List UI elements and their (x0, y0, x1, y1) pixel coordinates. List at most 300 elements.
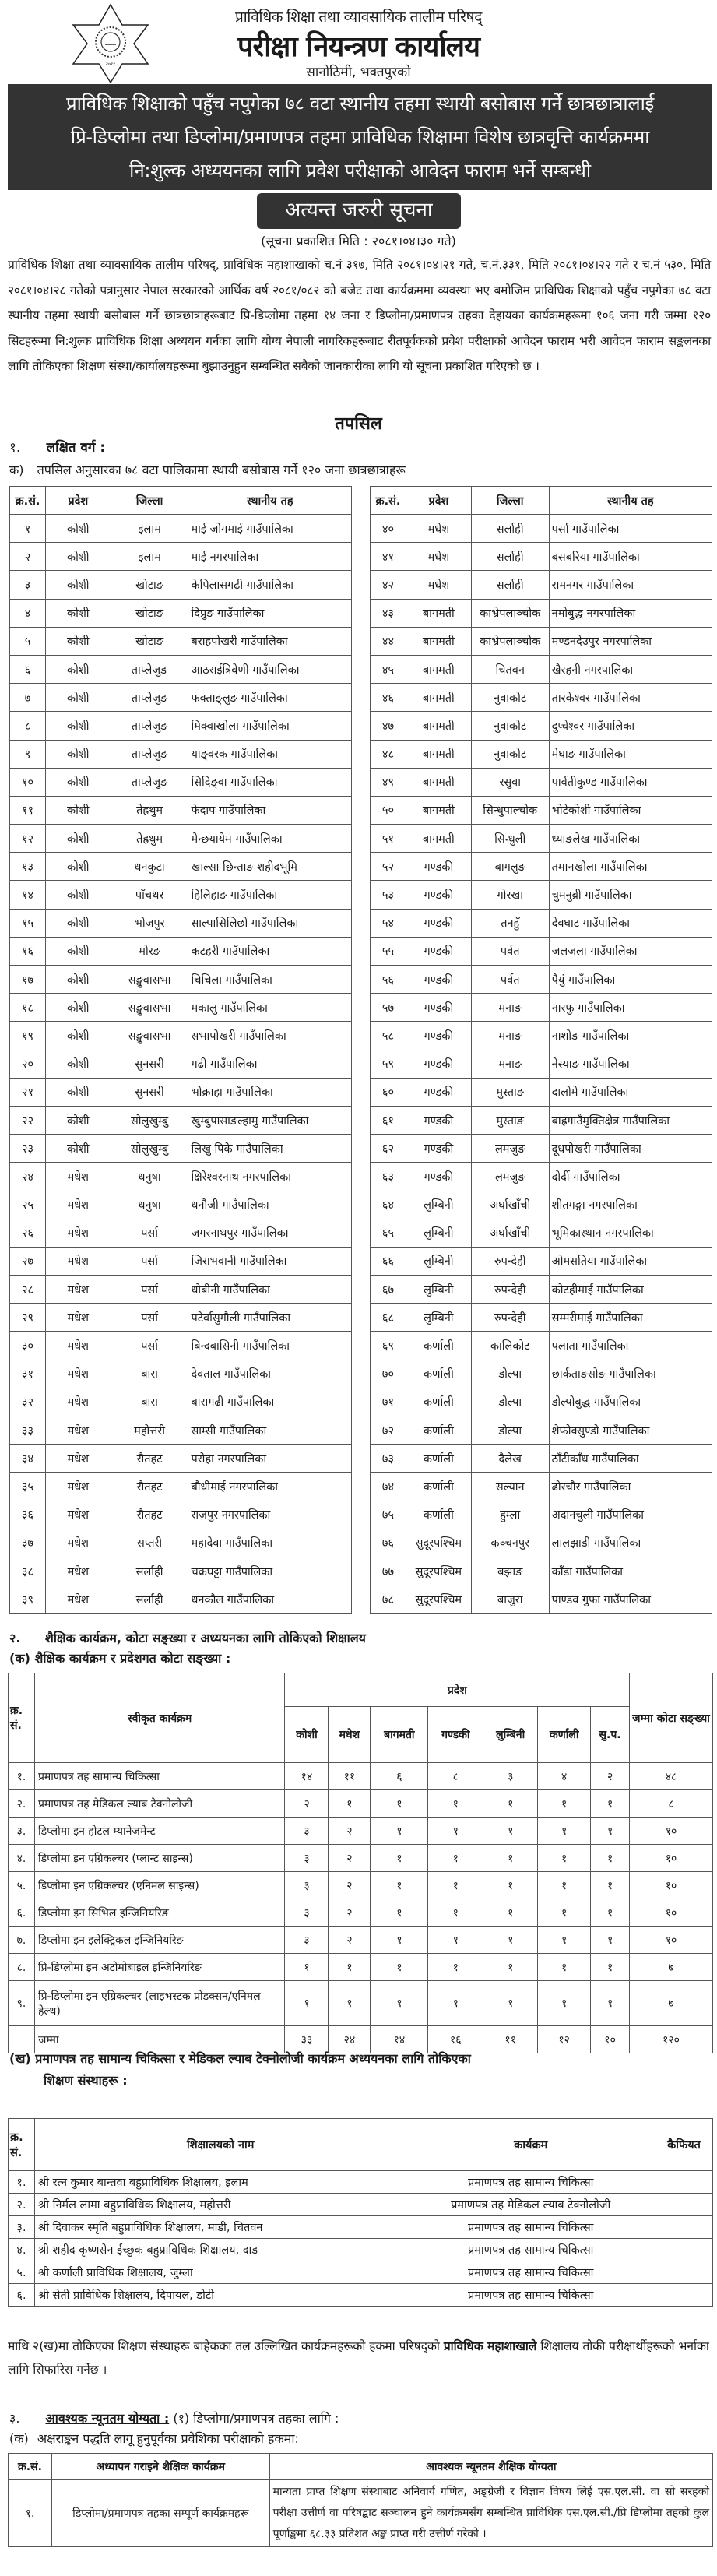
cell-sn: ३६ (10, 1501, 46, 1529)
cell-sn: ४४ (371, 627, 406, 655)
table-row (371, 1360, 712, 1388)
title-line: प्रि-डिप्लोमा तथा डिप्लोमा/प्रमाणपत्र तहमा प्राविधिक शिक्षामा विशेष छात्रवृत्ति कार्यक्रममा (70, 126, 650, 148)
cell-quota: २ (285, 1790, 329, 1818)
cell-district: मुस्ताङ (471, 1106, 549, 1134)
table-row (9, 2284, 713, 2307)
cell-local-level: जिराभवानी गाउँपालिका (188, 1247, 352, 1275)
table-row (371, 1276, 712, 1304)
table-row (371, 937, 712, 965)
cell-sn: ७५ (371, 1501, 406, 1529)
cell-province: मधेश (45, 1557, 111, 1585)
cell-local-level: क्षिरेश्वरनाथ नगरपालिका (188, 1163, 352, 1191)
cell-province: कोशी (45, 1022, 111, 1050)
cell-local-level: कोटहीमाई गाउँपालिका (549, 1276, 712, 1304)
cell-sn: ७ (10, 684, 46, 712)
cell-local-level: चक्रघट्टा गाउँपालिका (188, 1557, 352, 1585)
cell-sn: ७६ (371, 1529, 406, 1557)
cell-total: १० (630, 1872, 713, 1899)
cell-district: रसुवा (471, 768, 549, 796)
cell-local-level: पाण्डव गुफा गाउँपालिका (549, 1585, 712, 1614)
cell-quota: १ (538, 1790, 591, 1818)
cell-sn: ३३ (10, 1416, 46, 1445)
table-row (10, 966, 352, 994)
cell-sn: ४७ (371, 712, 406, 740)
cell-quota: १ (371, 1899, 428, 1927)
cell-province: मधेश (45, 1501, 111, 1529)
cell-sn: ३० (10, 1332, 46, 1360)
cell-quota: १ (591, 1818, 630, 1845)
cell-local-level: नारफु गाउँपालिका (549, 994, 712, 1022)
cell-province: गण्डकी (406, 1022, 471, 1050)
cell-quota: १ (428, 1872, 483, 1899)
cell-local-level: चिचिला गाउँपालिका (188, 966, 352, 994)
col-header-local-level: स्थानीय तह (549, 487, 712, 515)
cell-province: मधेश (45, 1585, 111, 1614)
table-row (10, 599, 352, 627)
municipality-table-left (9, 486, 352, 1614)
cell-local-level: धनकौल गाउँपालिका (188, 1585, 352, 1614)
table-row (10, 1191, 352, 1219)
cell-province: कोशी (45, 1106, 111, 1134)
section1-heading (9, 438, 105, 456)
cell-quota: २ (329, 1872, 371, 1899)
cell-province: लुम्बिनी (406, 1219, 471, 1247)
table-row (371, 627, 712, 655)
cell-district: खोटाङ (111, 599, 188, 627)
cell-sn: ४. (9, 1845, 35, 1872)
table-row (9, 2480, 713, 2547)
title-line: नि:शुल्क अध्ययनका लागि प्रवेश परीक्षाको आवेदन फाराम भर्ने सम्बन्धी (129, 160, 591, 181)
table-row (10, 571, 352, 599)
cell-district: धनुषा (111, 1191, 188, 1219)
cell-district: हुम्ला (471, 1501, 549, 1529)
table-row (371, 1247, 712, 1275)
cell-district: सप्तरी (111, 1529, 188, 1557)
cell-sn: १४ (10, 881, 46, 909)
table-row (371, 909, 712, 937)
cell-local-level: सभापोखरी गाउँपालिका (188, 1022, 352, 1050)
cell-district: ताप्लेजुङ (111, 655, 188, 683)
cell-district: रुपन्देही (471, 1276, 549, 1304)
table-row (371, 1557, 712, 1585)
table-row (371, 1501, 712, 1529)
cell-local-level: जलजला गाउँपालिका (549, 937, 712, 965)
cell-sn: १७ (10, 966, 46, 994)
cell-sn: ६ (10, 655, 46, 683)
table-row (371, 825, 712, 853)
cell-program: डिप्लोमा इन होटल म्यानेजमेन्ट (34, 1818, 285, 1845)
cell-quota: १ (538, 1927, 591, 1954)
cell-district: महोत्तरी (111, 1416, 188, 1445)
cell-local-level: कटहरी गाउँपालिका (188, 937, 352, 965)
table-row (9, 1790, 713, 1818)
col-header-district: जिल्ला (471, 487, 549, 515)
section-title: आवश्यक न्यूनतम योग्यता : (45, 2411, 170, 2426)
cell-sn: १९ (10, 1022, 46, 1050)
cell-quota: १ (428, 1818, 483, 1845)
table-row (371, 515, 712, 543)
cell-quota: १ (285, 1954, 329, 1981)
cell-province: कोशी (45, 853, 111, 881)
office-name: परीक्षा नियन्त्रण कार्यालय (237, 31, 480, 63)
col-header-local-level: स्थानीय तह (188, 487, 352, 515)
cell-quota: १ (591, 1927, 630, 1954)
cell-quota: १ (371, 1790, 428, 1818)
cell-district: पर्सा (111, 1304, 188, 1332)
cell-district: इलाम (111, 515, 188, 543)
col-header-sn: क्र. सं. (9, 2119, 35, 2171)
cell-province: मधेश (45, 1332, 111, 1360)
cell-sn: ६७ (371, 1276, 406, 1304)
cell-province: कर्णाली (406, 1388, 471, 1416)
cell-quota: २ (329, 1818, 371, 1845)
cell-sum-total: १२० (630, 2026, 713, 2053)
cell-sn: ३७ (10, 1529, 46, 1557)
cell-province: गण्डकी (406, 994, 471, 1022)
cell-sn: २९ (10, 1304, 46, 1332)
cell-quota: १ (428, 1845, 483, 1872)
note-bold: प्राविधिक महाशाखाले (443, 2339, 537, 2353)
sub-text: तपसिल अनुसारका ७८ वटा पालिकामा स्थायी बसोबास गर्ने १२० जना छात्रछात्राहरू (37, 463, 406, 477)
table-row (371, 571, 712, 599)
cell-province: कर्णाली (406, 1501, 471, 1529)
cell-quota: १ (329, 1790, 371, 1818)
cell-sn: ३५ (10, 1473, 46, 1501)
section-number: २. (9, 1631, 21, 1645)
cell-sn: ४० (371, 515, 406, 543)
cell-sn: ४२ (371, 571, 406, 599)
cell-district: सङ्खुवासभा (111, 994, 188, 1022)
cell-sn: ४८ (371, 740, 406, 768)
table-row (10, 655, 352, 683)
cell-district: भोजपुर (111, 909, 188, 937)
cell-local-level: खुम्बुपासाङल्हामु गाउँपालिका (188, 1106, 352, 1134)
cell-sn: ७. (9, 1927, 35, 1954)
col-header-province-group: प्रदेश (285, 1673, 630, 1707)
cell-quota: १ (371, 1845, 428, 1872)
table-row (10, 1050, 352, 1078)
cell-local-level: लिखु पिके गाउँपालिका (188, 1135, 352, 1163)
cell-province: गण्डकी (406, 853, 471, 881)
cell-district: सोलुखुम्बु (111, 1135, 188, 1163)
cell-district: रुपन्देही (471, 1304, 549, 1332)
cell-sn: २. (9, 2194, 35, 2216)
title-line: प्राविधिक शिक्षाको पहुँच नपुगेका ७८ वटा स्थानीय तहमा स्थायी बसोबास गर्ने छात्रछात्रालाई (66, 93, 654, 114)
cell-province: बागमती (406, 768, 471, 796)
cell-quota: १ (428, 1954, 483, 1981)
cell-district: रौतहट (111, 1445, 188, 1473)
cell-sn: ५७ (371, 994, 406, 1022)
cell-sn: ७२ (371, 1416, 406, 1445)
table-row (371, 1445, 712, 1473)
cell-institution: श्री शहीद कृष्णसेन ईच्छुक बहुप्राविधिक शिक्षालय, दाङ (34, 2239, 406, 2261)
col-header-province: प्रदेश (406, 487, 471, 515)
col-header-province: प्रदेश (45, 487, 111, 515)
cell-sn: ३१ (10, 1360, 46, 1388)
cell-sn: २५ (10, 1191, 46, 1219)
col-header-province: बागमती (371, 1707, 428, 1763)
cell-sum: १० (591, 2026, 630, 2053)
cell-quota: १ (538, 1981, 591, 2026)
cell-local-level: काँडा गाउँपालिका (549, 1557, 712, 1585)
cell-local-level: तमानखोला गाउँपालिका (549, 853, 712, 881)
cell-sn: ५५ (371, 937, 406, 965)
cell-district: पर्सा (111, 1276, 188, 1304)
cell-province: कोशी (45, 571, 111, 599)
table-row (9, 1899, 713, 1927)
cell-province: कोशी (45, 1078, 111, 1106)
cell-program: प्रमाणपत्र तह सामान्य चिकित्सा (406, 2216, 655, 2239)
cell-quota: १ (591, 1981, 630, 2026)
col-header-province: लुम्बिनी (483, 1707, 538, 1763)
col-header-sn: क्र.सं. (9, 2454, 52, 2480)
cell-sn: १५ (10, 909, 46, 937)
cell-quota: १ (371, 1954, 428, 1981)
cell-total: ७ (630, 1954, 713, 1981)
table-row (10, 1163, 352, 1191)
cell-local-level: महादेवा गाउँपालिका (188, 1529, 352, 1557)
cell-province: लुम्बिनी (406, 1247, 471, 1275)
cell-sn: ६० (371, 1078, 406, 1106)
cell-local-level: दिप्रुङ गाउँपालिका (188, 599, 352, 627)
cell-local-level: नेस्याङ गाउँपालिका (549, 1050, 712, 1078)
cell-district: मुस्ताङ (471, 1078, 549, 1106)
cell-province: गण्डकी (406, 937, 471, 965)
cell-sn: ३८ (10, 1557, 46, 1585)
svg-text:२०११: २०११ (105, 62, 116, 67)
cell-province: लुम्बिनी (406, 1304, 471, 1332)
cell-program: डिप्लोमा इन इलेक्ट्रिकल इन्जिनियरिङ (34, 1927, 285, 1954)
cell-quota: २ (329, 1927, 371, 1954)
cell-district: सङ्खुवासभा (111, 1022, 188, 1050)
cell-district: डोल्पा (471, 1388, 549, 1416)
table-row (371, 1022, 712, 1050)
cell-local-level: मकालु गाउँपालिका (188, 994, 352, 1022)
cell-sn: १२ (10, 825, 46, 853)
cell-local-level: हिलिहाङ गाउँपालिका (188, 881, 352, 909)
cell-program: डिप्लोमा इन एग्रिकल्चर (एनिमल साइन्स) (34, 1872, 285, 1899)
cell-sn: ४ (10, 599, 46, 627)
cell-local-level: गढी गाउँपालिका (188, 1050, 352, 1078)
cell-sn: ४६ (371, 684, 406, 712)
section2b-heading (9, 2050, 710, 2089)
cell-sn: ५. (9, 2261, 35, 2284)
cell-district: ताप्लेजुङ (111, 712, 188, 740)
cell-district: सर्लाही (111, 1585, 188, 1614)
table-row (371, 655, 712, 683)
cell-province: मधेश (406, 571, 471, 599)
cell-province: मधेश (45, 1304, 111, 1332)
cell-remarks (655, 2284, 713, 2307)
cell-institution: श्री रत्न कुमार बान्तवा बहुप्राविधिक शिक्षालय, इलाम (34, 2171, 406, 2194)
cell-province: कोशी (45, 599, 111, 627)
cell-quota: १ (483, 1954, 538, 1981)
cell-local-level: भूमिकास्थान नगरपालिका (549, 1219, 712, 1247)
cell-district: इलाम (111, 543, 188, 571)
cell-sn: २० (10, 1050, 46, 1078)
cell-local-level: ओमसतिया गाउँपालिका (549, 1247, 712, 1275)
table-row (371, 1473, 712, 1501)
cell-district: सिन्धुली (471, 825, 549, 853)
cell-province: गण्डकी (406, 1106, 471, 1134)
cell-local-level: फक्ताङ्लुङ गाउँपालिका (188, 684, 352, 712)
institution-table (8, 2118, 713, 2307)
cell-province: कोशी (45, 515, 111, 543)
cell-district: काभ्रेपलाञ्चोक (471, 599, 549, 627)
table-row (10, 1416, 352, 1445)
cell-province: बागमती (406, 655, 471, 683)
cell-province: कर्णाली (406, 1332, 471, 1360)
cell-total: १० (630, 1818, 713, 1845)
cell-district: तनहुँ (471, 909, 549, 937)
cell-quota: ३ (285, 1845, 329, 1872)
col-header-remarks: कैफियत (655, 2119, 713, 2171)
cell-local-level: राजपुर नगरपालिका (188, 1501, 352, 1529)
cell-quota: १ (371, 1927, 428, 1954)
section-title-rest: (१) डिप्लोमा/प्रमाणपत्र तहका लागि : (173, 2411, 339, 2426)
table-row (10, 1332, 352, 1360)
cell-sn: ६५ (371, 1219, 406, 1247)
cell-quota: ३ (285, 1927, 329, 1954)
cell-sn: ७८ (371, 1585, 406, 1614)
cell-province: कोशी (45, 768, 111, 796)
cell-sn: ३ (10, 571, 46, 599)
cell-sn: ७३ (371, 1445, 406, 1473)
table-row (10, 1276, 352, 1304)
office-location: सानोठिमी, भक्तपुरको (306, 65, 411, 80)
table-row (10, 909, 352, 937)
cell-local-level: मण्डनदेउपुर नगरपालिका (549, 627, 712, 655)
cell-province: मधेश (45, 1416, 111, 1445)
cell-local-level: केपिलासगढी गाउँपालिका (188, 571, 352, 599)
program-quota-table (8, 1673, 713, 2053)
cell-local-level: फेदाप गाउँपालिका (188, 796, 352, 824)
cell-district: खोटाङ (111, 571, 188, 599)
table-row (10, 768, 352, 796)
publish-date: (सूचना प्रकाशित मिति : २०८१।०४।३० गते) (261, 234, 456, 248)
cell-quota: १ (428, 1927, 483, 1954)
section-number: १. (9, 440, 21, 456)
table-row (10, 881, 352, 909)
table-row (10, 1473, 352, 1501)
cell-quota: १ (371, 1981, 428, 2026)
cell-sn: १. (9, 2480, 52, 2547)
cell-sum: ११ (483, 2026, 538, 2053)
cell-local-level: ढोरचौर गाउँपालिका (549, 1473, 712, 1501)
table-row (371, 1191, 712, 1219)
cell-local-level: खाल्सा छिन्ताङ शहीदभूमि (188, 853, 352, 881)
section2a-heading: (क) शैक्षिक कार्यक्रम र प्रदेशगत कोटा सङ्ख्या : (9, 1651, 231, 1666)
cell-quota: ३ (285, 1899, 329, 1927)
cell-district: सुनसरी (111, 1050, 188, 1078)
cell-district: ताप्लेजुङ (111, 740, 188, 768)
table-row (9, 1927, 713, 1954)
cell-sn: ५९ (371, 1050, 406, 1078)
table-row (10, 1304, 352, 1332)
cell-quota: १ (538, 1899, 591, 1927)
table-row (371, 684, 712, 712)
col-header-province: मधेश (329, 1707, 371, 1763)
cell-district: काभ्रेपलाञ्चोक (471, 627, 549, 655)
table-row (10, 1529, 352, 1557)
municipality-table-right (370, 486, 712, 1614)
cell-sn: २७ (10, 1247, 46, 1275)
cell-province: कोशी (45, 825, 111, 853)
cell-quota: १ (483, 1845, 538, 1872)
cell-local-level: ध्याङलेख गाउँपालिका (549, 825, 712, 853)
cell-province: बागमती (406, 627, 471, 655)
cell-program: प्रमाणपत्र तह मेडिकल ल्याब टेक्नोलोजी (34, 1790, 285, 1818)
cell-district: डोल्पा (471, 1360, 549, 1388)
cell-total: ७ (630, 1981, 713, 2026)
cell-quota: १ (428, 1790, 483, 1818)
table-row (371, 1416, 712, 1445)
cell-province: कोशी (45, 796, 111, 824)
table-row (9, 2239, 713, 2261)
cell-sn: ८ (10, 712, 46, 740)
section2-heading (9, 1629, 366, 1646)
cell-district: नुवाकोट (471, 684, 549, 712)
cell-province: कर्णाली (406, 1445, 471, 1473)
cell-quota: १ (483, 1927, 538, 1954)
table-row (371, 966, 712, 994)
cell-sn: ३४ (10, 1445, 46, 1473)
cell-province: मधेश (406, 543, 471, 571)
table-row (9, 2194, 713, 2216)
cell-local-level: नमोबुद्ध नगरपालिका (549, 599, 712, 627)
table-row (371, 740, 712, 768)
cell-province: कोशी (45, 937, 111, 965)
cell-local-level: आठराईत्रिवेणी गाउँपालिका (188, 655, 352, 683)
cell-district: गोरखा (471, 881, 549, 909)
cell-remarks (655, 2194, 713, 2216)
table-row (9, 1845, 713, 1872)
cell-district: पर्सा (111, 1219, 188, 1247)
table-row (371, 1304, 712, 1332)
cell-local-level: माई जोगमाई गाउँपालिका (188, 515, 352, 543)
cell-district: लमजुङ (471, 1163, 549, 1191)
table-row (371, 994, 712, 1022)
table-row (10, 1022, 352, 1050)
cell-sn: ६८ (371, 1304, 406, 1332)
cell-district: पर्वत (471, 966, 549, 994)
table-row (371, 853, 712, 881)
cell-district: नुवाकोट (471, 712, 549, 740)
cell-sn: २६ (10, 1219, 46, 1247)
cell-province: मधेश (45, 1529, 111, 1557)
table-row (371, 1078, 712, 1106)
cell-sn: ११ (10, 796, 46, 824)
cell-district: ताप्लेजुङ (111, 768, 188, 796)
cell-quota: १ (483, 1981, 538, 2026)
cell-quota: १ (591, 1790, 630, 1818)
cell-sn: १. (9, 2171, 35, 2194)
cell-district: तेह्रथुम (111, 825, 188, 853)
table-row (10, 1106, 352, 1134)
cell-program: प्रमाणपत्र तह सामान्य चिकित्सा (406, 2284, 655, 2307)
col-header-province: गण्डकी (428, 1707, 483, 1763)
cell-sn: १ (10, 515, 46, 543)
cell-total: १० (630, 1845, 713, 1872)
cell-sum: १४ (371, 2026, 428, 2053)
cell-province: मधेश (45, 1247, 111, 1275)
cell-sn: ३२ (10, 1388, 46, 1416)
cell-sn: ४९ (371, 768, 406, 796)
cell-sn: १६ (10, 937, 46, 965)
cell-district: डोल्पा (471, 1416, 549, 1445)
col-header-province: कर्णाली (538, 1707, 591, 1763)
cell-sn: ६९ (371, 1332, 406, 1360)
